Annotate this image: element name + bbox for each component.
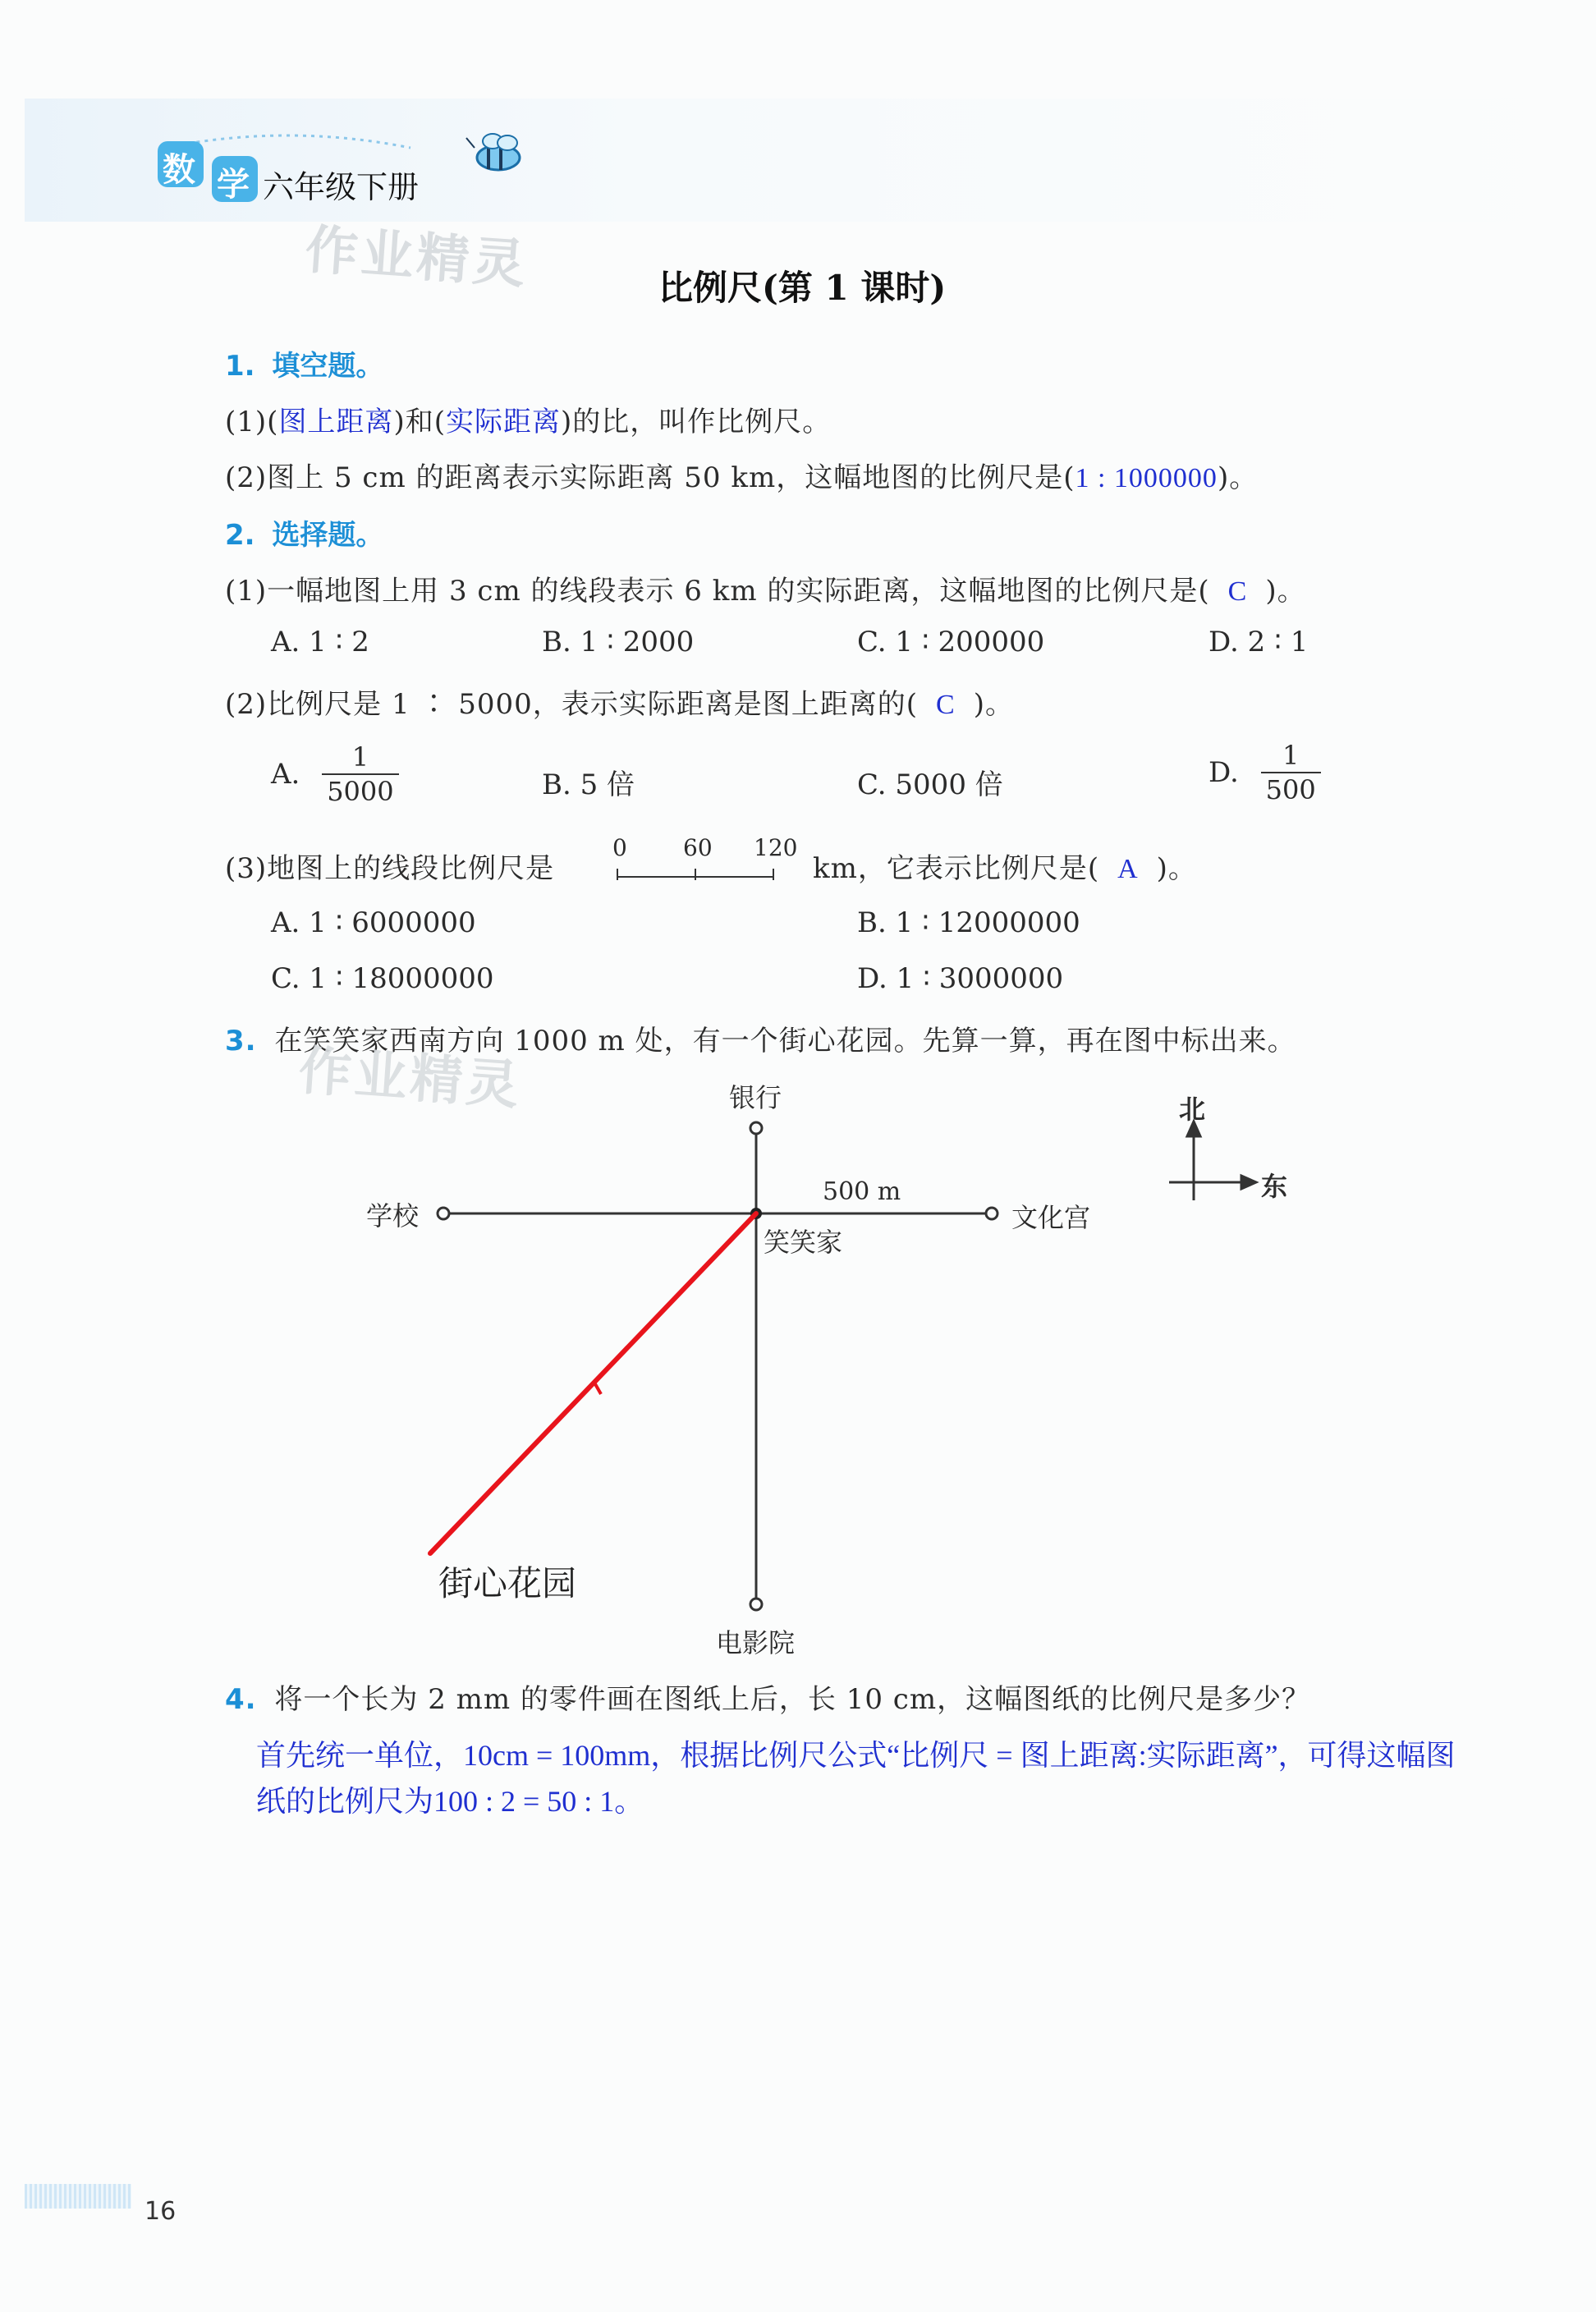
grade-label: 六年级下册 <box>263 169 420 205</box>
q2-p2-option-b: B. 5 倍 <box>542 768 635 801</box>
map-label-culture-palace: 文化宫 <box>1011 1202 1091 1233</box>
q2-p2-option-a-denominator: 5000 <box>327 776 394 807</box>
q2-p2-text: (2)比例尺是 1 ∶ 5000，表示实际距离是图上距离的( <box>225 688 919 721</box>
scale-tick-0: 0 <box>612 834 627 861</box>
q4-answer-line-2: 纸的比例尺为100 : 2 = 50 : 1。 <box>256 1785 644 1818</box>
map-label-bank: 银行 <box>729 1082 782 1113</box>
q4-answer-line-1: 首先统一单位，10cm = 100mm，根据比例尺公式“比例尺 = 图上距离:实际距离”，可得这幅图 <box>256 1739 1456 1772</box>
q2-p2-option-d-numerator: 1 <box>1261 739 1321 773</box>
q2-p1-answer: C <box>1227 576 1248 607</box>
q2-p2-option-a-numerator: 1 <box>322 741 398 775</box>
q2-p2-answer: C <box>936 690 956 720</box>
scale-tick-120: 120 <box>754 834 798 861</box>
map-scale-label: 500 m <box>823 1177 901 1206</box>
q2-p2-option-d-denominator: 500 <box>1265 774 1316 805</box>
q4-text: 将一个长为 2 mm 的零件画在图纸上后，长 10 cm，这幅图纸的比例尺是多少？ <box>274 1683 1311 1716</box>
compass-north-label: 北 <box>1179 1094 1206 1125</box>
q2-p3-option-a: A. 1 ∶ 6000000 <box>271 906 476 939</box>
q2-p2-end: )。 <box>973 688 1014 721</box>
q3-text: 在笑笑家西南方向 1000 m 处，有一个街心花园。先算一算，再在图中标出来。 <box>274 1025 1296 1057</box>
q2-p1-option-b: B. 1 ∶ 2000 <box>542 626 695 658</box>
page-number: 16 <box>144 2197 177 2226</box>
map-roads <box>443 1128 992 1601</box>
q2-p2-option-c: C. 5000 倍 <box>857 768 1003 801</box>
watermark-middle: 作业精灵 <box>296 1040 524 1117</box>
q2-p2-option-d-label: D. <box>1208 756 1239 789</box>
q2-p1-option-c: C. 1 ∶ 200000 <box>857 626 1045 658</box>
q2-number: 2. <box>225 519 255 552</box>
q2-p3-answer: A <box>1117 854 1139 884</box>
q4-question <box>225 1677 1310 1717</box>
q2-p1-text: (1)一幅地图上用 3 cm 的线段表示 6 km 的实际距离，这幅地图的比例尺是( <box>225 575 1210 608</box>
q1-p1-answer-2: 实际距离 <box>445 407 561 438</box>
q1-p1-text-b: )和( <box>393 406 446 438</box>
q1-number: 1. <box>225 350 255 383</box>
q2-p1-end: )。 <box>1265 575 1306 608</box>
map-label-school: 学校 <box>366 1200 420 1232</box>
page-title: 比例尺(第 1 课时) <box>658 268 947 308</box>
q2-p3-unit-text: km，它表示比例尺是( <box>813 852 1100 885</box>
scale-tick-60: 60 <box>683 834 713 861</box>
map-endpoints <box>438 1122 998 1610</box>
q4-number: 4. <box>225 1683 257 1716</box>
q1-p2-answer: 1 : 1000000 <box>1075 463 1218 493</box>
q1-p2-text-a: (2)图上 5 cm 的距离表示实际距离 50 km，这幅地图的比例尺是( <box>225 461 1075 494</box>
map-label-home: 笑笑家 <box>764 1227 843 1258</box>
q2-p3-option-b: B. 1 ∶ 12000000 <box>857 906 1080 939</box>
q3-number: 3. <box>225 1025 257 1057</box>
compass-icon <box>1169 1122 1256 1200</box>
compass-east-label: 东 <box>1261 1171 1288 1202</box>
answer-tick <box>594 1383 601 1394</box>
q2-p3-end: )。 <box>1156 852 1197 885</box>
footer-band <box>25 2184 131 2209</box>
map-label-cinema: 电影院 <box>716 1627 796 1658</box>
watermark-top: 作业精灵 <box>303 219 530 296</box>
q2-part3-text: (3)地图上的线段比例尺是 <box>225 852 555 885</box>
subject-char-2: 学 <box>217 166 250 204</box>
q1-p1-text-c: )的比，叫作比例尺。 <box>560 406 832 438</box>
q1-p2-text-b: )。 <box>1217 461 1259 494</box>
q2-label: 选择题。 <box>272 519 384 552</box>
q2-p1-option-a: A. 1 ∶ 2 <box>271 626 369 658</box>
q2-p1-option-d: D. 2 ∶ 1 <box>1208 626 1309 658</box>
q1-p1-answer-1: 图上距离 <box>278 407 394 438</box>
subject-char-1: 数 <box>163 151 195 189</box>
q2-p3-option-c: C. 1 ∶ 18000000 <box>271 962 494 995</box>
q1-label: 填空题。 <box>272 350 384 383</box>
q1-p1-text-a: (1)( <box>225 406 279 438</box>
q2-p2-option-a-label: A. <box>271 758 300 791</box>
q2-p3-option-d: D. 1 ∶ 3000000 <box>857 962 1064 995</box>
map-answer-label: 街心花园 <box>438 1563 577 1603</box>
